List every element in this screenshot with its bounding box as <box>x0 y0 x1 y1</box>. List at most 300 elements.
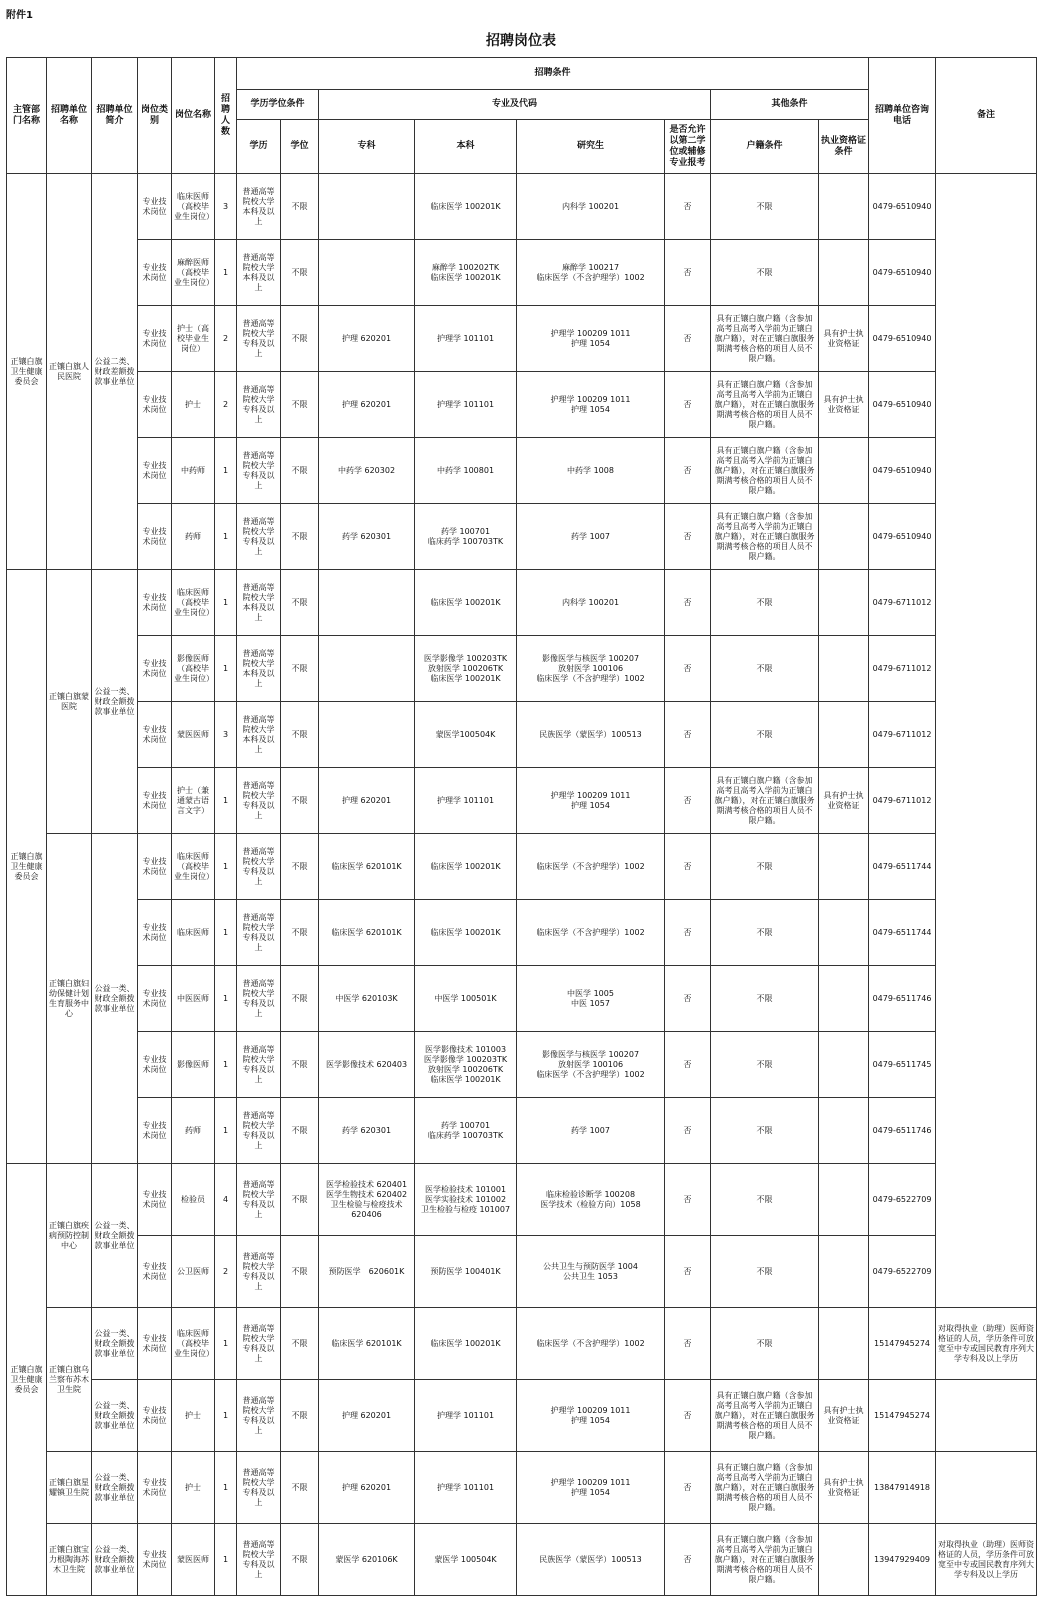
cell-intro: 公益一类、财政全额拨款事业单位 <box>92 1164 138 1308</box>
cell-unit: 正镶白旗星耀镇卫生院 <box>47 1452 92 1524</box>
header-bachelor: 本科 <box>415 120 517 174</box>
cell-phone: 0479-6510940 <box>869 174 936 240</box>
cell-hukou: 不限 <box>711 174 819 240</box>
cell-post-type: 专业技术岗位 <box>138 372 172 438</box>
cell-post-name: 护士 <box>172 1452 215 1524</box>
cell-phone: 0479-6511745 <box>869 1032 936 1098</box>
cell-junior: 药学 620301 <box>319 1098 415 1164</box>
cell-license <box>819 438 869 504</box>
cell-second-degree: 否 <box>665 702 711 768</box>
table-row <box>7 1236 1037 1308</box>
cell-remark <box>936 1380 1037 1452</box>
table-row <box>7 240 1037 306</box>
cell-bachelor: 临床医学 100201K <box>415 900 517 966</box>
cell-count: 1 <box>215 570 237 636</box>
cell-phone: 13947929409 <box>869 1524 936 1596</box>
table-row <box>7 372 1037 438</box>
table-row <box>7 1524 1037 1596</box>
cell-edu: 普通高等院校大学专科及以上 <box>237 1164 281 1236</box>
cell-post-name: 护士 <box>172 1380 215 1452</box>
cell-junior: 医学检验技术 620401 医学生物技术 620402 卫生检验与检疫技术 620406 <box>319 1164 415 1236</box>
cell-hukou: 具有正镶白旗户籍（含参加高考且高考入学前为正镶白旗户籍），对在正镶白旗服务期满考核合格的项目人员不限户籍。 <box>711 372 819 438</box>
table-row <box>7 1308 1037 1380</box>
cell-junior: 中药学 620302 <box>319 438 415 504</box>
cell-graduate: 护理学 100209 1011 护理 1054 <box>517 1380 665 1452</box>
cell-license <box>819 834 869 900</box>
cell-second-degree: 否 <box>665 504 711 570</box>
header-license: 执业资格证条件 <box>819 120 869 174</box>
cell-phone: 0479-6711012 <box>869 768 936 834</box>
cell-hukou: 不限 <box>711 1032 819 1098</box>
cell-unit: 正镶白旗蒙医院 <box>47 570 92 834</box>
cell-junior <box>319 570 415 636</box>
cell-degree: 不限 <box>281 636 319 702</box>
cell-count: 1 <box>215 1308 237 1380</box>
header-degree: 学位 <box>281 120 319 174</box>
cell-hukou: 不限 <box>711 1164 819 1236</box>
cell-second-degree: 否 <box>665 636 711 702</box>
cell-bachelor: 临床医学 100201K <box>415 174 517 240</box>
cell-degree: 不限 <box>281 240 319 306</box>
cell-hukou: 具有正镶白旗户籍（含参加高考且高考入学前为正镶白旗户籍），对在正镶白旗服务期满考核合格的项目人员不限户籍。 <box>711 438 819 504</box>
cell-post-type: 专业技术岗位 <box>138 438 172 504</box>
cell-second-degree: 否 <box>665 1452 711 1524</box>
cell-post-type: 专业技术岗位 <box>138 1380 172 1452</box>
cell-junior: 护理 620201 <box>319 372 415 438</box>
header-unit-intro: 招聘单位简介 <box>92 58 138 174</box>
cell-junior: 药学 620301 <box>319 504 415 570</box>
cell-post-name: 药师 <box>172 1098 215 1164</box>
cell-edu: 普通高等院校大学专科及以上 <box>237 834 281 900</box>
header-post-name: 岗位名称 <box>172 58 215 174</box>
cell-post-name: 临床医师（高校毕业生岗位） <box>172 570 215 636</box>
cell-post-type: 专业技术岗位 <box>138 966 172 1032</box>
cell-dept: 正镶白旗卫生健康委员会 <box>7 570 47 1164</box>
cell-post-type: 专业技术岗位 <box>138 1236 172 1308</box>
cell-bachelor: 护理学 101101 <box>415 306 517 372</box>
cell-graduate: 民族医学（蒙医学）100513 <box>517 1524 665 1596</box>
cell-count: 4 <box>215 1164 237 1236</box>
cell-license <box>819 1032 869 1098</box>
cell-post-type: 专业技术岗位 <box>138 570 172 636</box>
cell-hukou: 具有正镶白旗户籍（含参加高考且高考入学前为正镶白旗户籍），对在正镶白旗服务期满考核合格的项目人员不限户籍。 <box>711 504 819 570</box>
cell-phone: 0479-6511746 <box>869 1098 936 1164</box>
cell-hukou: 不限 <box>711 900 819 966</box>
cell-count: 1 <box>215 504 237 570</box>
cell-phone: 0479-6510940 <box>869 306 936 372</box>
cell-degree: 不限 <box>281 1524 319 1596</box>
cell-junior: 临床医学 620101K <box>319 1308 415 1380</box>
cell-second-degree: 否 <box>665 1380 711 1452</box>
table-body <box>7 174 1037 1596</box>
cell-hukou: 具有正镶白旗户籍（含参加高考且高考入学前为正镶白旗户籍），对在正镶白旗服务期满考核合格的项目人员不限户籍。 <box>711 1524 819 1596</box>
cell-phone: 0479-6522709 <box>869 1236 936 1308</box>
cell-graduate: 影像医学与核医学 100207 放射医学 100106 临床医学（不含护理学）1002 <box>517 1032 665 1098</box>
cell-hukou: 不限 <box>711 240 819 306</box>
table-row <box>7 1380 1037 1452</box>
cell-count: 3 <box>215 174 237 240</box>
cell-phone: 0479-6510940 <box>869 504 936 570</box>
cell-count: 3 <box>215 702 237 768</box>
cell-license <box>819 702 869 768</box>
cell-license <box>819 1524 869 1596</box>
table-row <box>7 438 1037 504</box>
cell-degree: 不限 <box>281 834 319 900</box>
table-row <box>7 702 1037 768</box>
cell-hukou: 具有正镶白旗户籍（含参加高考且高考入学前为正镶白旗户籍），对在正镶白旗服务期满考核合格的项目人员不限户籍。 <box>711 1452 819 1524</box>
cell-edu: 普通高等院校大学本科及以上 <box>237 240 281 306</box>
cell-degree: 不限 <box>281 1164 319 1236</box>
cell-second-degree: 否 <box>665 372 711 438</box>
cell-second-degree: 否 <box>665 306 711 372</box>
cell-hukou: 不限 <box>711 1236 819 1308</box>
cell-count: 1 <box>215 1524 237 1596</box>
cell-post-type: 专业技术岗位 <box>138 702 172 768</box>
cell-edu: 普通高等院校大学本科及以上 <box>237 702 281 768</box>
cell-hukou: 不限 <box>711 1308 819 1380</box>
cell-second-degree: 否 <box>665 1524 711 1596</box>
cell-count: 1 <box>215 768 237 834</box>
header-unit: 招聘单位名称 <box>47 58 92 174</box>
cell-bachelor: 中药学 100801 <box>415 438 517 504</box>
cell-license <box>819 1308 869 1380</box>
cell-second-degree: 否 <box>665 570 711 636</box>
cell-bachelor: 医学检验技术 101001 医学实验技术 101002 卫生检验与检疫 101007 <box>415 1164 517 1236</box>
header-phone: 招聘单位咨询电话 <box>869 58 936 174</box>
cell-phone: 15147945274 <box>869 1308 936 1380</box>
cell-post-name: 蒙医医师 <box>172 1524 215 1596</box>
cell-remark <box>936 1452 1037 1524</box>
cell-unit: 正镶白旗疾病预防控制中心 <box>47 1164 92 1308</box>
cell-count: 1 <box>215 1380 237 1452</box>
cell-hukou: 不限 <box>711 570 819 636</box>
cell-degree: 不限 <box>281 702 319 768</box>
cell-post-name: 临床医师（高校毕业生岗位） <box>172 174 215 240</box>
cell-graduate: 临床检验诊断学 100208 医学技术（检验方向）1058 <box>517 1164 665 1236</box>
cell-license: 具有护士执业资格证 <box>819 768 869 834</box>
cell-post-name: 护士（兼通蒙古语言文字） <box>172 768 215 834</box>
header-conditions: 招聘条件 <box>237 58 869 90</box>
cell-intro: 公益一类、财政全额拨款事业单位 <box>92 1452 138 1524</box>
cell-license <box>819 174 869 240</box>
cell-intro: 公益一类、财政全额拨款事业单位 <box>92 570 138 834</box>
cell-post-name: 护士（高校毕业生岗位） <box>172 306 215 372</box>
header-junior: 专科 <box>319 120 415 174</box>
cell-bachelor: 蒙医学100504K <box>415 702 517 768</box>
cell-junior: 护理 620201 <box>319 1452 415 1524</box>
cell-edu: 普通高等院校大学专科及以上 <box>237 1032 281 1098</box>
cell-edu: 普通高等院校大学专科及以上 <box>237 1452 281 1524</box>
cell-edu: 普通高等院校大学专科及以上 <box>237 768 281 834</box>
cell-edu: 普通高等院校大学本科及以上 <box>237 636 281 702</box>
cell-license <box>819 1098 869 1164</box>
cell-phone: 0479-6511744 <box>869 834 936 900</box>
cell-unit: 正镶白旗乌兰察布苏木卫生院 <box>47 1308 92 1452</box>
cell-degree: 不限 <box>281 900 319 966</box>
cell-hukou: 不限 <box>711 966 819 1032</box>
cell-bachelor: 药学 100701 临床药学 100703TK <box>415 504 517 570</box>
cell-bachelor: 药学 100701 临床药学 100703TK <box>415 1098 517 1164</box>
cell-post-type: 专业技术岗位 <box>138 900 172 966</box>
cell-hukou: 不限 <box>711 636 819 702</box>
table-header <box>7 58 1037 174</box>
table-row <box>7 768 1037 834</box>
table-row <box>7 900 1037 966</box>
table-row <box>7 834 1037 900</box>
cell-phone: 0479-6711012 <box>869 570 936 636</box>
cell-graduate: 临床医学（不含护理学）1002 <box>517 900 665 966</box>
cell-count: 1 <box>215 240 237 306</box>
cell-bachelor: 护理学 101101 <box>415 1452 517 1524</box>
cell-count: 2 <box>215 1236 237 1308</box>
cell-unit: 正镶白旗妇幼保健计划生育服务中心 <box>47 834 92 1164</box>
cell-second-degree: 否 <box>665 834 711 900</box>
cell-license: 具有护士执业资格证 <box>819 306 869 372</box>
header-edu-group: 学历学位条件 <box>237 90 319 120</box>
cell-edu: 普通高等院校大学专科及以上 <box>237 1236 281 1308</box>
cell-count: 1 <box>215 900 237 966</box>
cell-second-degree: 否 <box>665 1236 711 1308</box>
cell-bachelor: 医学影像学 100203TK 放射医学 100206TK 临床医学 100201K <box>415 636 517 702</box>
cell-intro: 公益一类、财政全额拨款事业单位 <box>92 1308 138 1380</box>
cell-edu: 普通高等院校大学本科及以上 <box>237 570 281 636</box>
cell-hukou: 具有正镶白旗户籍（含参加高考且高考入学前为正镶白旗户籍），对在正镶白旗服务期满考核合格的项目人员不限户籍。 <box>711 1380 819 1452</box>
cell-junior: 护理 620201 <box>319 306 415 372</box>
header-major-group: 专业及代码 <box>319 90 711 120</box>
cell-edu: 普通高等院校大学专科及以上 <box>237 966 281 1032</box>
cell-junior: 临床医学 620101K <box>319 900 415 966</box>
table-row <box>7 1452 1037 1524</box>
cell-degree: 不限 <box>281 570 319 636</box>
cell-post-type: 专业技术岗位 <box>138 1098 172 1164</box>
cell-hukou: 不限 <box>711 702 819 768</box>
cell-license: 具有护士执业资格证 <box>819 372 869 438</box>
page-title: 招聘岗位表 <box>486 33 556 49</box>
table-row <box>7 1098 1037 1164</box>
cell-edu: 普通高等院校大学专科及以上 <box>237 1098 281 1164</box>
cell-graduate: 影像医学与核医学 100207 放射医学 100106 临床医学（不含护理学）1002 <box>517 636 665 702</box>
cell-second-degree: 否 <box>665 900 711 966</box>
cell-count: 1 <box>215 966 237 1032</box>
cell-second-degree: 否 <box>665 966 711 1032</box>
cell-hukou: 具有正镶白旗户籍（含参加高考且高考入学前为正镶白旗户籍），对在正镶白旗服务期满考核合格的项目人员不限户籍。 <box>711 768 819 834</box>
cell-post-type: 专业技术岗位 <box>138 1524 172 1596</box>
cell-second-degree: 否 <box>665 174 711 240</box>
cell-degree: 不限 <box>281 966 319 1032</box>
table-row <box>7 570 1037 636</box>
table-row <box>7 966 1037 1032</box>
cell-post-name: 影像医师 <box>172 1032 215 1098</box>
cell-second-degree: 否 <box>665 1164 711 1236</box>
cell-junior <box>319 636 415 702</box>
cell-junior: 中医学 620103K <box>319 966 415 1032</box>
cell-edu: 普通高等院校大学专科及以上 <box>237 1524 281 1596</box>
cell-phone: 0479-6711012 <box>869 702 936 768</box>
cell-dept: 正镶白旗卫生健康委员会 <box>7 174 47 570</box>
table-row <box>7 306 1037 372</box>
cell-license: 具有护士执业资格证 <box>819 1452 869 1524</box>
recruitment-table <box>6 57 1037 1596</box>
annex-label: 附件1 <box>6 10 33 21</box>
cell-count: 1 <box>215 1032 237 1098</box>
cell-second-degree: 否 <box>665 1308 711 1380</box>
cell-post-name: 中医医师 <box>172 966 215 1032</box>
cell-degree: 不限 <box>281 1236 319 1308</box>
cell-edu: 普通高等院校大学专科及以上 <box>237 1380 281 1452</box>
cell-junior <box>319 174 415 240</box>
cell-post-type: 专业技术岗位 <box>138 768 172 834</box>
cell-post-name: 影像医师（高校毕业生岗位） <box>172 636 215 702</box>
cell-bachelor: 临床医学 100201K <box>415 834 517 900</box>
table-row <box>7 174 1037 240</box>
table-row <box>7 1164 1037 1236</box>
cell-phone: 0479-6510940 <box>869 240 936 306</box>
cell-post-type: 专业技术岗位 <box>138 174 172 240</box>
cell-second-degree: 否 <box>665 1098 711 1164</box>
header-dept: 主管部门名称 <box>7 58 47 174</box>
cell-degree: 不限 <box>281 1098 319 1164</box>
cell-bachelor: 临床医学 100201K <box>415 570 517 636</box>
cell-junior: 护理 620201 <box>319 1380 415 1452</box>
cell-license <box>819 504 869 570</box>
cell-post-name: 检验员 <box>172 1164 215 1236</box>
cell-count: 1 <box>215 438 237 504</box>
cell-phone: 15147945274 <box>869 1380 936 1452</box>
cell-phone: 0479-6510940 <box>869 372 936 438</box>
cell-junior: 医学影像技术 620403 <box>319 1032 415 1098</box>
header-other-group: 其他条件 <box>711 90 869 120</box>
cell-graduate: 护理学 100209 1011 护理 1054 <box>517 306 665 372</box>
cell-post-type: 专业技术岗位 <box>138 504 172 570</box>
cell-phone: 0479-6522709 <box>869 1164 936 1236</box>
cell-edu: 普通高等院校大学专科及以上 <box>237 372 281 438</box>
cell-bachelor: 护理学 101101 <box>415 768 517 834</box>
cell-post-type: 专业技术岗位 <box>138 240 172 306</box>
cell-bachelor: 护理学 101101 <box>415 1380 517 1452</box>
cell-count: 2 <box>215 306 237 372</box>
cell-second-degree: 否 <box>665 768 711 834</box>
cell-degree: 不限 <box>281 1380 319 1452</box>
cell-bachelor: 医学影像技术 101003 医学影像学 100203TK 放射医学 100206TK 临床医学 100201K <box>415 1032 517 1098</box>
cell-edu: 普通高等院校大学专科及以上 <box>237 438 281 504</box>
table-row <box>7 1032 1037 1098</box>
cell-license <box>819 900 869 966</box>
cell-second-degree: 否 <box>665 240 711 306</box>
cell-license: 具有护士执业资格证 <box>819 1380 869 1452</box>
cell-graduate: 中医学 1005 中医 1057 <box>517 966 665 1032</box>
cell-license <box>819 570 869 636</box>
cell-intro: 公益一类、财政全额拨款事业单位 <box>92 1524 138 1596</box>
cell-second-degree: 否 <box>665 1032 711 1098</box>
cell-degree: 不限 <box>281 1308 319 1380</box>
cell-phone: 0479-6510940 <box>869 438 936 504</box>
cell-bachelor: 护理学 101101 <box>415 372 517 438</box>
cell-post-name: 麻醉医师（高校毕业生岗位） <box>172 240 215 306</box>
cell-post-name: 药师 <box>172 504 215 570</box>
cell-junior: 护理 620201 <box>319 768 415 834</box>
cell-graduate: 公共卫生与预防医学 1004 公共卫生 1053 <box>517 1236 665 1308</box>
cell-dept: 正镶白旗卫生健康委员会 <box>7 1164 47 1596</box>
table-row <box>7 636 1037 702</box>
cell-license <box>819 966 869 1032</box>
cell-unit: 正镶白旗宝力根陶海苏木卫生院 <box>47 1524 92 1596</box>
cell-count: 1 <box>215 834 237 900</box>
cell-hukou: 不限 <box>711 1098 819 1164</box>
cell-license <box>819 1164 869 1236</box>
cell-second-degree: 否 <box>665 438 711 504</box>
cell-edu: 普通高等院校大学本科及以上 <box>237 174 281 240</box>
cell-phone: 13847914918 <box>869 1452 936 1524</box>
table-row <box>7 504 1037 570</box>
cell-bachelor: 预防医学 100401K <box>415 1236 517 1308</box>
header-second-degree: 是否允许以第二学位或辅修专业报考 <box>665 120 711 174</box>
cell-post-type: 专业技术岗位 <box>138 1164 172 1236</box>
cell-license <box>819 1236 869 1308</box>
cell-hukou: 不限 <box>711 834 819 900</box>
cell-bachelor: 中医学 100501K <box>415 966 517 1032</box>
header-edu: 学历 <box>237 120 281 174</box>
cell-degree: 不限 <box>281 1452 319 1524</box>
cell-remark <box>936 174 1037 1308</box>
cell-edu: 普通高等院校大学专科及以上 <box>237 900 281 966</box>
cell-graduate: 内科学 100201 <box>517 570 665 636</box>
cell-degree: 不限 <box>281 504 319 570</box>
cell-count: 2 <box>215 372 237 438</box>
cell-post-type: 专业技术岗位 <box>138 834 172 900</box>
cell-degree: 不限 <box>281 174 319 240</box>
cell-post-type: 专业技术岗位 <box>138 306 172 372</box>
cell-degree: 不限 <box>281 372 319 438</box>
cell-unit: 正镶白旗人民医院 <box>47 174 92 570</box>
cell-junior <box>319 702 415 768</box>
cell-bachelor: 临床医学 100201K <box>415 1308 517 1380</box>
cell-graduate: 麻醉学 100217 临床医学（不含护理学）1002 <box>517 240 665 306</box>
cell-junior: 蒙医学 620106K <box>319 1524 415 1596</box>
cell-remark: 对取得执业（助理）医师资格证的人员，学历条件可放宽至中专或国民教育序列大学专科及以上学历 <box>936 1524 1037 1596</box>
cell-license <box>819 636 869 702</box>
cell-post-name: 公卫医师 <box>172 1236 215 1308</box>
cell-phone: 0479-6511746 <box>869 966 936 1032</box>
cell-edu: 普通高等院校大学专科及以上 <box>237 504 281 570</box>
cell-bachelor: 蒙医学 100504K <box>415 1524 517 1596</box>
cell-graduate: 药学 1007 <box>517 1098 665 1164</box>
cell-degree: 不限 <box>281 1032 319 1098</box>
header-count: 招聘人数 <box>215 58 237 174</box>
cell-count: 1 <box>215 636 237 702</box>
cell-phone: 0479-6511744 <box>869 900 936 966</box>
cell-post-name: 中药师 <box>172 438 215 504</box>
cell-license <box>819 240 869 306</box>
cell-graduate: 民族医学（蒙医学）100513 <box>517 702 665 768</box>
cell-edu: 普通高等院校大学专科及以上 <box>237 306 281 372</box>
cell-post-type: 专业技术岗位 <box>138 1308 172 1380</box>
cell-intro: 公益一类、财政全额拨款事业单位 <box>92 834 138 1164</box>
cell-intro: 公益一类、财政全额拨款事业单位 <box>92 1380 138 1452</box>
cell-degree: 不限 <box>281 438 319 504</box>
cell-graduate: 临床医学（不含护理学）1002 <box>517 1308 665 1380</box>
cell-graduate: 护理学 100209 1011 护理 1054 <box>517 372 665 438</box>
cell-degree: 不限 <box>281 768 319 834</box>
cell-bachelor: 麻醉学 100202TK 临床医学 100201K <box>415 240 517 306</box>
cell-intro: 公益二类、财政差额拨款事业单位 <box>92 174 138 570</box>
cell-count: 1 <box>215 1452 237 1524</box>
cell-post-name: 临床医师（高校毕业生岗位） <box>172 834 215 900</box>
cell-graduate: 护理学 100209 1011 护理 1054 <box>517 768 665 834</box>
cell-remark: 对取得执业（助理）医师资格证的人员，学历条件可放宽至中专或国民教育序列大学专科及以上学历 <box>936 1308 1037 1380</box>
cell-hukou: 具有正镶白旗户籍（含参加高考且高考入学前为正镶白旗户籍），对在正镶白旗服务期满考核合格的项目人员不限户籍。 <box>711 306 819 372</box>
cell-graduate: 内科学 100201 <box>517 174 665 240</box>
cell-post-type: 专业技术岗位 <box>138 1032 172 1098</box>
